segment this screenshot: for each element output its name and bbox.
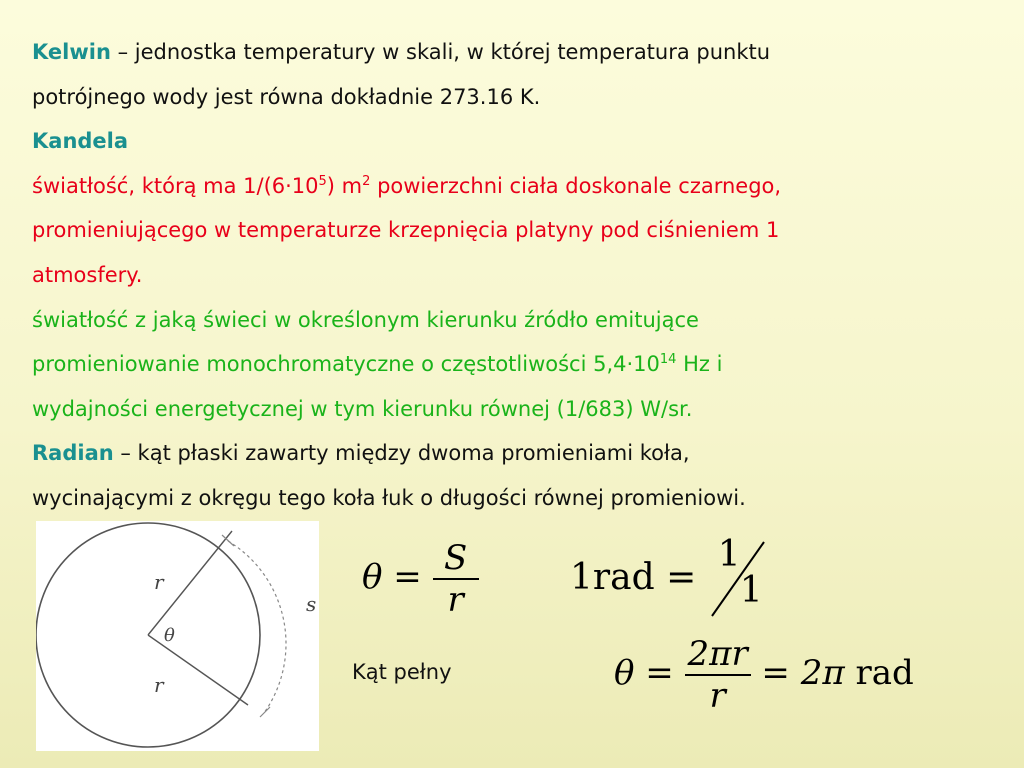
kandela-old-definition-line-2: promieniującego w temperaturze krzepnięcia platyny pod ciśnieniem 1 xyxy=(32,218,780,243)
formula3-theta: θ xyxy=(614,653,635,693)
formula1-equals: = xyxy=(393,557,422,597)
radian-definition: – kąt płaski zawarty między dwoma promieniami koła, xyxy=(113,441,690,466)
formula1-numerator: S xyxy=(443,538,468,578)
formula2-numerator: 1 xyxy=(717,534,741,575)
radius-label-bottom: r xyxy=(154,673,164,697)
red-superscript-2: 2 xyxy=(362,173,371,189)
red-text-b: ) m xyxy=(326,173,363,198)
formula-one-radian xyxy=(570,534,772,620)
circle-figure xyxy=(36,521,319,751)
kandela-new-definition-line-2 xyxy=(32,342,1002,387)
red-text-a: światłość, którą ma 1/(6·10 xyxy=(32,173,319,198)
radius-label-top: r xyxy=(154,570,164,594)
formula2-denominator: 1 xyxy=(739,570,763,611)
red-superscript-1: 5 xyxy=(318,173,327,189)
formula3-equals-2: = xyxy=(761,653,790,693)
formula2-one: 1 xyxy=(570,557,593,598)
red-text-c: powierzchni ciała doskonale czarnego, xyxy=(370,173,782,198)
formula-theta-s-over-r xyxy=(362,538,479,620)
kelwin-line-1 xyxy=(32,30,1002,75)
formula3-numerator: 2πr xyxy=(687,634,748,674)
radian-term: Radian xyxy=(32,441,114,466)
radian-circle-diagram xyxy=(36,521,319,751)
green-text-b: Hz i xyxy=(676,352,723,377)
formula3-two-pi: 2π xyxy=(800,653,845,693)
formula3-fraction xyxy=(685,634,751,716)
angle-label: θ xyxy=(164,625,175,646)
kandela-old-definition-line-1 xyxy=(32,164,1002,209)
radian-line-1 xyxy=(32,431,1002,476)
formula2-unit: rad xyxy=(592,557,655,598)
arc-label: s xyxy=(306,592,317,616)
kelwin-definition: – jednostka temperatury w skali, w której temperatura punktu xyxy=(110,40,771,64)
kandela-term: Kandela xyxy=(32,129,129,154)
formula1-theta: θ xyxy=(362,557,383,597)
kandela-old-definition-line-3: atmosfery. xyxy=(32,262,143,287)
kandela-new-definition-line-1: światłość z jaką świeci w określonym kierunku źródło emitujące xyxy=(32,307,699,332)
formula2-slash-fraction xyxy=(708,534,772,620)
full-angle-caption: Kąt pełny xyxy=(352,660,452,684)
formula-full-angle xyxy=(614,634,914,716)
green-superscript: 14 xyxy=(659,352,677,368)
formula3-equals-1: = xyxy=(645,653,674,693)
arc-tick-bottom xyxy=(260,707,270,717)
radian-line-2: wycinającymi z okręgu tego koła łuk o długości równej promieniowi. xyxy=(32,485,746,510)
formula3-denominator: r xyxy=(709,676,726,716)
definitions-text xyxy=(32,30,1002,521)
formula3-unit: rad xyxy=(855,653,914,693)
formula1-fraction xyxy=(433,538,479,620)
kandela-new-definition-line-3: wydajności energetycznej w tym kierunku równej (1/683) W/sr. xyxy=(32,396,693,421)
kelwin-term: Kelwin xyxy=(32,40,111,64)
formula2-equals: = xyxy=(666,557,697,598)
kelwin-line-2: potrójnego wody jest równa dokładnie 273.16 K. xyxy=(32,84,541,109)
green-text-a: promieniowanie monochromatyczne o częstotliwości 5,4·10 xyxy=(32,352,660,377)
formula1-denominator: r xyxy=(447,580,464,620)
